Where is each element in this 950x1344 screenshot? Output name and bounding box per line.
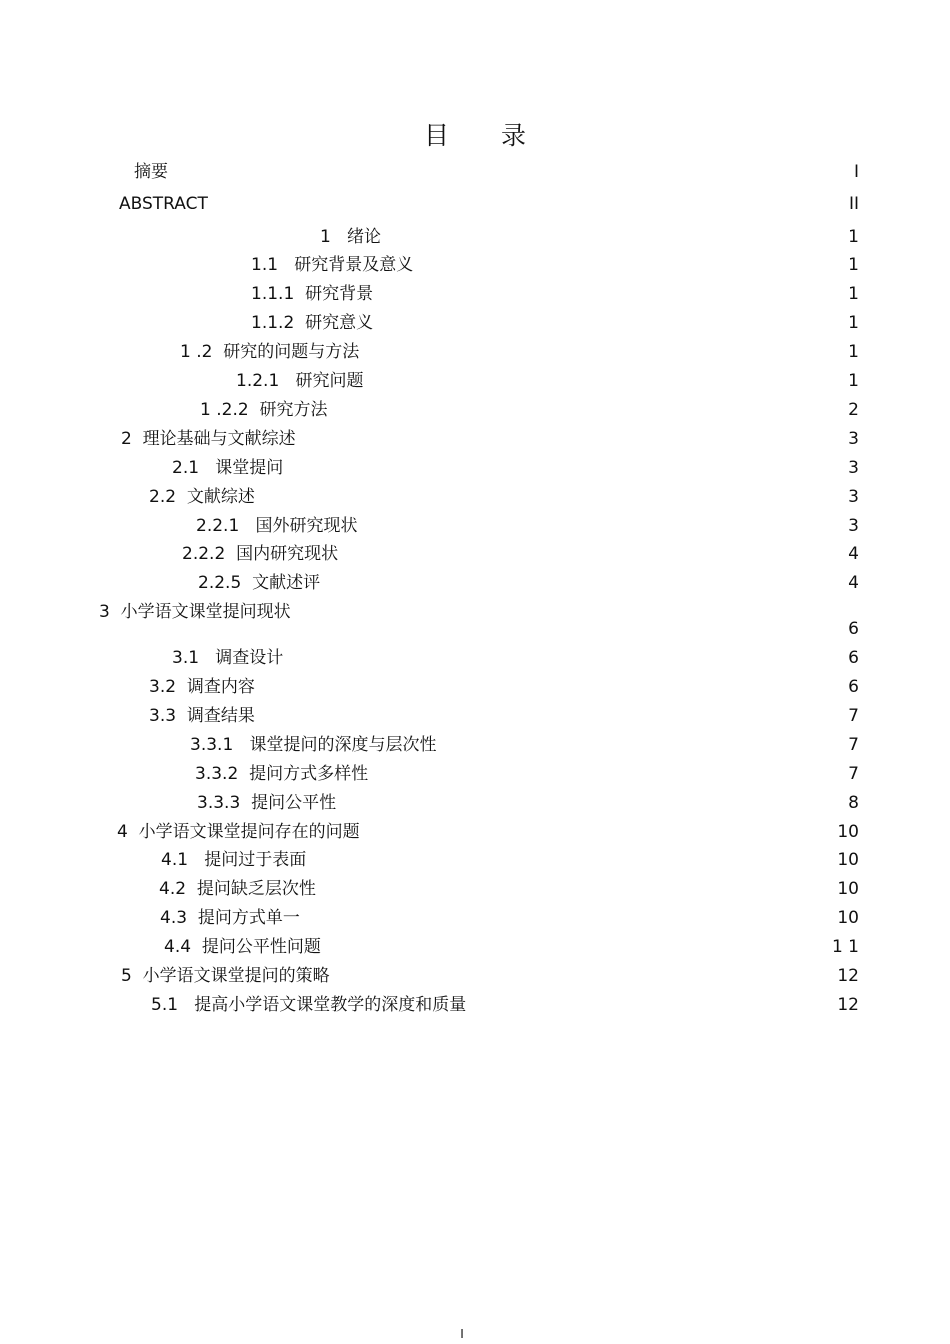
toc-entry-5-1[interactable]: 5.1 提高小学语文课堂教学的深度和质量 xyxy=(151,995,467,1015)
toc-entry-3[interactable]: 3 小学语文课堂提问现状 xyxy=(99,602,291,622)
toc-entry-4-4[interactable]: 4.4 提问公平性问题 xyxy=(164,937,321,957)
toc-entry-3-2[interactable]: 3.2 调查内容 xyxy=(149,677,255,697)
toc-entry-3-1[interactable]: 3.1 调查设计 xyxy=(172,648,284,668)
toc-entry-2-2-2[interactable]: 2.2.2 国内研究现状 xyxy=(182,544,339,564)
toc-entry-2-2[interactable]: 2.2 文献综述 xyxy=(149,487,255,507)
toc-page-number: 10 xyxy=(837,908,859,928)
toc-page-number: 3 xyxy=(848,516,859,536)
toc-entry-4-1[interactable]: 4.1 提问过于表面 xyxy=(161,850,307,870)
toc-page-number: 7 xyxy=(848,706,859,726)
toc-entry-1-2[interactable]: 1 .2 研究的问题与方法 xyxy=(180,342,360,362)
toc-entry-3-3-2[interactable]: 3.3.2 提问方式多样性 xyxy=(195,764,369,784)
toc-page-number: 1 xyxy=(848,371,859,391)
toc-page-number: 10 xyxy=(837,850,859,870)
toc-page-number: 7 xyxy=(848,735,859,755)
toc-entry-1-1-2[interactable]: 1.1.2 研究意义 xyxy=(251,313,374,333)
toc-page-number: 6 xyxy=(848,677,859,697)
toc-entry-2-2-1[interactable]: 2.2.1 国外研究现状 xyxy=(196,516,358,536)
toc-page-number: 1 xyxy=(848,342,859,362)
toc-page-number: 2 xyxy=(848,400,859,420)
toc-page-number: 1 xyxy=(848,313,859,333)
toc-entry-1-2-1[interactable]: 1.2.1 研究问题 xyxy=(236,371,364,391)
toc-page-number: 6 xyxy=(848,619,859,639)
toc-page-number: 12 xyxy=(837,966,859,986)
page-title: 目 录 xyxy=(424,121,548,150)
toc-page-number: 7 xyxy=(848,764,859,784)
toc-page-number: 3 xyxy=(848,429,859,449)
toc-entry-abstract-en[interactable]: ABSTRACT xyxy=(119,194,208,214)
toc-entry-1-2-2[interactable]: 1 .2.2 研究方法 xyxy=(200,400,328,420)
toc-entry-3-3[interactable]: 3.3 调查结果 xyxy=(149,706,255,726)
toc-page-number: 12 xyxy=(837,995,859,1015)
toc-entry-1-1-1[interactable]: 1.1.1 研究背景 xyxy=(251,284,374,304)
toc-page-number: 1 xyxy=(848,255,859,275)
toc-page-number: 10 xyxy=(837,879,859,899)
toc-entry-1-1[interactable]: 1.1 研究背景及意义 xyxy=(251,255,414,275)
toc-entry-4-3[interactable]: 4.3 提问方式单一 xyxy=(160,908,300,928)
toc-entry-2-2-5[interactable]: 2.2.5 文献述评 xyxy=(198,573,321,593)
toc-entry-4-2[interactable]: 4.2 提问缺乏层次性 xyxy=(159,879,316,899)
toc-entry-3-3-3[interactable]: 3.3.3 提问公平性 xyxy=(197,793,337,813)
toc-page-number: 4 xyxy=(848,544,859,564)
toc-entry-2[interactable]: 2 理论基础与文献综述 xyxy=(121,429,296,449)
toc-page-number: 1 xyxy=(848,284,859,304)
toc-entry-abstract-cn[interactable]: 摘要 xyxy=(134,162,168,182)
toc-page-number: 6 xyxy=(848,648,859,668)
toc-page-number: 10 xyxy=(837,822,859,842)
toc-page-number: II xyxy=(848,194,859,214)
toc-entry-4[interactable]: 4 小学语文课堂提问存在的问题 xyxy=(117,822,360,842)
toc-entry-1[interactable]: 1 绪论 xyxy=(320,227,382,247)
toc-page-number: 3 xyxy=(848,487,859,507)
toc-entry-2-1[interactable]: 2.1 课堂提问 xyxy=(172,458,284,478)
toc-page-number: 3 xyxy=(848,458,859,478)
toc-page-number: 8 xyxy=(848,793,859,813)
toc-page-number: 1 1 xyxy=(831,937,859,957)
toc-page-number: I xyxy=(853,162,859,182)
toc-page-number: 1 xyxy=(848,227,859,247)
toc-entry-5[interactable]: 5 小学语文课堂提问的策略 xyxy=(121,966,330,986)
footer-page-number: I xyxy=(460,1327,464,1341)
toc-entry-3-3-1[interactable]: 3.3.1 课堂提问的深度与层次性 xyxy=(190,735,437,755)
toc-page-number: 4 xyxy=(848,573,859,593)
